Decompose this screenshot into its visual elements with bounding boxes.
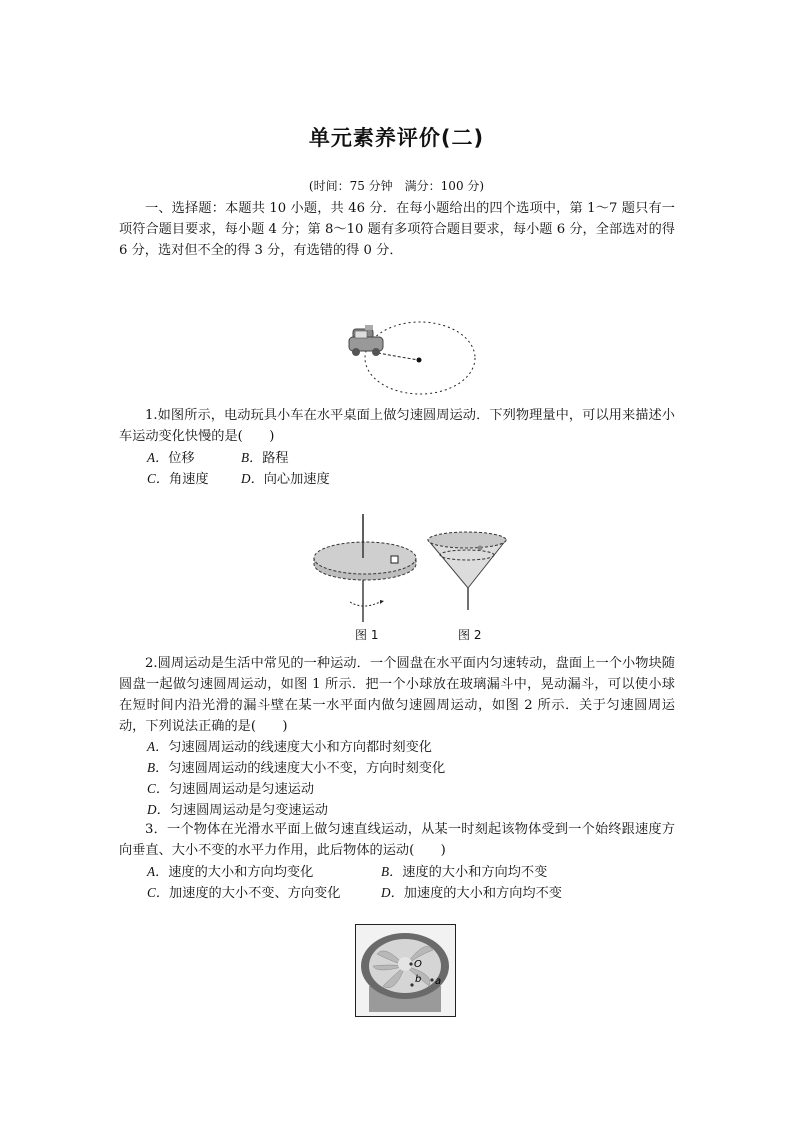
exam-info: (时间：75 分钟 满分：100 分) [308, 179, 485, 193]
cooling-fan-figure [355, 924, 456, 1017]
disk-top [314, 542, 416, 574]
funnel-rim [428, 532, 506, 548]
label-a: a [435, 976, 442, 987]
label-o: O [414, 959, 422, 970]
toy-car-icon [349, 325, 383, 356]
page-title: 单元素养评价(二) [308, 126, 485, 150]
ball-icon [478, 546, 483, 551]
q3-option-d: D．加速度的大小和方向均不变 [381, 885, 562, 901]
rotating-disk-figure [310, 512, 420, 624]
rotation-arrow-icon [350, 602, 380, 606]
toy-car-figure [340, 315, 485, 400]
q3-option-b: B．速度的大小和方向均不变 [381, 864, 548, 880]
q3-option-c: C．加速度的大小不变、方向变化 [147, 885, 341, 901]
q3-option-a: A．速度的大小和方向均变化 [147, 864, 314, 880]
section-instructions: 一、选择题：本题共 10 小题，共 46 分．在每小题给出的四个选项中，第 1～7 题只有一项符合题目要求，每小题 4 分；第 8～10 题有多项符合题目要求，每小题 6 分，全部选对的得 6 分，选对但不全的得 3 分，有选错的得 0 分． [119, 201, 675, 258]
question-1-stem: 1.如图所示，电动玩具小车在水平桌面上做匀速圆周运动．下列物理量中，可以用来描述小车运动变化快慢的是( ) [119, 408, 675, 444]
q1-option-c: C．角速度 [147, 471, 209, 487]
figure-1-caption: 图 1 [355, 628, 379, 642]
block-icon [391, 556, 398, 563]
question-3-stem: 3．一个物体在光滑水平面上做匀速直线运动，从某一时刻起该物体受到一个始终跟速度方向垂直、大小不变的水平力作用，此后物体的运动( ) [119, 822, 675, 858]
label-b: b [415, 974, 422, 985]
funnel-figure [425, 530, 510, 612]
question-2-stem: 2.圆周运动是生活中常见的一种运动．一个圆盘在水平面内匀速转动，盘面上一个小物块随圆盘一起做匀速圆周运动，如图 1 所示．把一个小球放在玻璃漏斗中，晃动漏斗，可以使小球在短时间内沿光滑的漏斗壁在某一水平面内做匀速圆周运动，如图 2 所示．关于匀速圆周运动，下列说法正确的是( ) [119, 656, 675, 734]
figure-2-caption: 图 2 [458, 628, 482, 642]
q1-option-d: D．向心加速度 [241, 471, 330, 487]
center-dot [417, 358, 422, 363]
q1-option-a: A．位移 [147, 450, 195, 466]
radius-line [378, 353, 418, 360]
q1-option-b: B．路程 [241, 450, 289, 466]
